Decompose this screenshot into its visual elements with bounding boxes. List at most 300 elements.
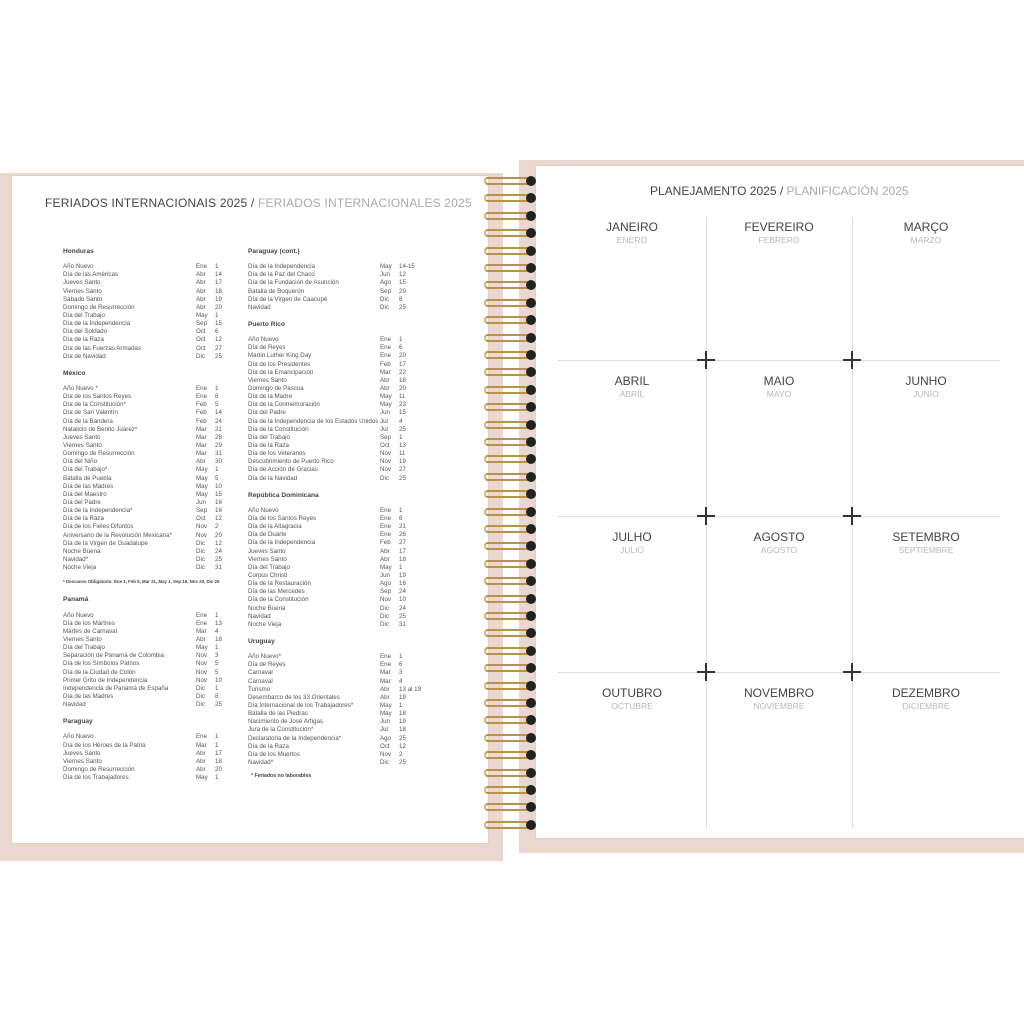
binding-hole	[526, 176, 536, 186]
holiday-row	[63, 750, 235, 758]
holiday-day: 8	[399, 295, 403, 303]
holiday-name: Día de la Constitución	[248, 425, 309, 433]
binding-hole	[526, 367, 536, 377]
holiday-day: 25	[215, 701, 222, 709]
holiday-list	[248, 263, 438, 312]
holiday-row	[63, 353, 235, 361]
holiday-row	[248, 442, 438, 450]
spiral-ring	[480, 592, 536, 606]
holiday-row	[63, 636, 235, 644]
holiday-month: Nov	[196, 531, 208, 539]
holiday-name: Año Nuevo*	[248, 653, 282, 661]
binding-hole	[526, 785, 536, 795]
holiday-month: Dic	[380, 604, 389, 612]
holiday-month: Abr	[196, 458, 206, 466]
holiday-name: Día de los Símbolos Patrios	[63, 660, 140, 668]
holiday-row	[248, 686, 438, 694]
spiral-ring	[480, 505, 536, 519]
holiday-row	[63, 345, 235, 353]
holiday-day: 27	[399, 466, 406, 474]
holiday-day: 24	[399, 588, 406, 596]
holiday-day: 27	[399, 539, 406, 547]
month-cell-fevereiro[interactable]	[709, 220, 849, 245]
holiday-name: Natalicio de Benito Juárez*	[63, 425, 138, 433]
month-cell-novembro[interactable]	[709, 686, 849, 711]
holiday-row	[63, 766, 235, 774]
spiral-ring	[480, 679, 536, 693]
holiday-row	[63, 442, 235, 450]
holiday-name: Martin Luther King Day	[248, 352, 312, 360]
holiday-day: 19	[399, 571, 406, 579]
holiday-month: Ene	[196, 619, 208, 627]
holiday-month: Mar	[196, 433, 207, 441]
holiday-month: Ene	[196, 385, 208, 392]
holiday-month: Oct	[380, 441, 390, 449]
holiday-month: Oct	[196, 328, 206, 336]
holiday-month: Nov	[196, 652, 208, 660]
holiday-row	[248, 409, 438, 417]
holiday-name: Día del Soldado	[63, 328, 108, 336]
holiday-month: Ago	[380, 580, 392, 588]
holiday-name: Día de las Fuerzas Armadas	[63, 344, 142, 352]
holiday-day: 20	[399, 352, 406, 360]
holiday-month: Ene	[380, 531, 392, 539]
holiday-name: Día de Navidad	[63, 352, 106, 360]
holiday-name: Día de los Mártires	[63, 619, 115, 627]
holiday-list	[63, 385, 235, 572]
holiday-name: Domingo de Resurrección	[63, 450, 135, 458]
month-cell-abril[interactable]	[562, 374, 702, 399]
month-cell-janeiro[interactable]	[562, 220, 702, 245]
holiday-day: 1	[215, 774, 219, 782]
holiday-name: Martes de Carnaval	[63, 627, 117, 635]
holiday-list	[248, 507, 438, 629]
holiday-day: 1	[399, 336, 403, 344]
binding-hole	[526, 646, 536, 656]
binding-hole	[526, 541, 536, 551]
spiral-ring	[480, 539, 536, 553]
holiday-day: 25	[399, 303, 406, 311]
holiday-name: Día de las Américas	[63, 271, 119, 279]
holiday-day: 18	[399, 376, 406, 384]
holiday-month: Jun	[196, 498, 206, 506]
holiday-name: Navidad	[248, 612, 271, 620]
holiday-month: Mar	[196, 425, 207, 433]
holiday-name: Viernes Santo	[63, 441, 102, 449]
month-cell-outubro[interactable]	[562, 686, 702, 711]
left-page	[12, 176, 488, 843]
holiday-month: Abr	[196, 757, 206, 765]
holiday-day: 1	[215, 385, 219, 392]
country-heading: Puerto Rico	[248, 321, 286, 328]
holiday-row	[63, 612, 235, 620]
spiral-ring	[480, 661, 536, 675]
holiday-row	[63, 701, 235, 709]
holiday-row	[248, 426, 438, 434]
month-cell-junho[interactable]	[856, 374, 996, 399]
spiral-ring	[480, 383, 536, 397]
holiday-list	[63, 263, 235, 361]
holiday-name: Noche Vieja	[63, 564, 97, 572]
spiral-ring	[480, 174, 536, 188]
binding-hole	[526, 298, 536, 308]
holiday-row	[63, 336, 235, 344]
holiday-day: 15	[399, 279, 406, 287]
holiday-month: Nov	[380, 596, 392, 604]
holiday-name: Noche Vieja	[248, 620, 282, 628]
holiday-name: Día del Maestro	[63, 490, 107, 498]
holiday-day: 19	[215, 295, 222, 303]
holiday-name: Noche Buena	[248, 604, 286, 612]
holiday-row	[248, 653, 438, 661]
holiday-day: 12	[215, 539, 222, 547]
holiday-day: 25	[399, 612, 406, 620]
holiday-day: 21	[215, 425, 222, 433]
holiday-day: 25	[215, 555, 222, 563]
month-name-spanish: JUNIO	[913, 389, 939, 399]
holiday-month: Ene	[196, 611, 208, 619]
holiday-name: Día de la Fundación de Asunción	[248, 279, 339, 287]
holiday-row	[248, 580, 438, 588]
holiday-month: Dic	[380, 758, 389, 766]
spiral-ring	[480, 713, 536, 727]
holiday-month: Oct	[196, 336, 206, 344]
holiday-month: Abr	[196, 635, 206, 643]
month-name-portuguese: OUTUBRO	[602, 686, 662, 700]
holiday-name: Independencia de Panamá de España	[63, 684, 169, 692]
holiday-month: May	[196, 312, 208, 319]
month-cell-julho[interactable]	[562, 530, 702, 555]
holiday-day: 28	[215, 433, 222, 441]
holiday-name: Domingo de Resurrección	[63, 303, 135, 311]
holiday-day: 16	[399, 580, 406, 588]
holiday-month: Jul	[380, 425, 388, 433]
holiday-month: Abr	[380, 547, 390, 555]
holiday-name: Día de la Virgen de Guadalupe	[63, 539, 148, 547]
holiday-month: Mar	[196, 450, 207, 458]
plus-icon	[843, 351, 861, 369]
holiday-row	[63, 774, 235, 782]
month-name-spanish: JULIO	[619, 545, 645, 555]
holiday-row	[63, 669, 235, 677]
holiday-month: Ago	[380, 734, 392, 742]
month-cell-dezembro[interactable]	[856, 686, 996, 711]
holiday-name: Viernes Santo	[63, 757, 102, 765]
binding-hole	[526, 193, 536, 203]
holiday-row	[248, 710, 438, 718]
holiday-day: 20	[215, 531, 222, 539]
holiday-name: Día de la Paz del Chaco	[248, 271, 315, 279]
holiday-day: 1	[215, 741, 219, 749]
holiday-day: 1	[399, 506, 403, 514]
holiday-month: Nov	[380, 450, 392, 458]
holiday-day: 15	[399, 409, 406, 417]
footnote: * Descanso Obligatorio: Ene 1, Feb 5, Mar 21, May 1, Sep 16, Nov 20, Dic 25	[63, 579, 220, 585]
month-name-spanish: FEBRERO	[758, 235, 800, 245]
holiday-day: 19	[399, 693, 406, 701]
month-name-portuguese: DEZEMBRO	[891, 686, 960, 700]
spiral-ring	[480, 365, 536, 379]
holiday-day: 24	[399, 604, 406, 612]
spiral-ring	[480, 557, 536, 571]
spiral-ring	[480, 209, 536, 223]
holiday-name: Día de la Raza	[248, 742, 289, 750]
holiday-month: May	[196, 644, 208, 652]
holiday-day: 20	[215, 765, 222, 773]
holiday-day: 31	[215, 450, 222, 458]
month-name-spanish: MAYO	[766, 389, 792, 399]
holiday-day: 18	[215, 287, 222, 295]
holiday-row	[63, 652, 235, 660]
holiday-day: 18	[215, 757, 222, 765]
holiday-name: Día de los Héroes de la Patria	[63, 741, 146, 749]
spiral-ring	[480, 574, 536, 588]
holiday-day: 1	[215, 684, 219, 692]
holiday-row	[248, 450, 438, 458]
holiday-day: 5	[215, 668, 219, 676]
holiday-day: 29	[399, 287, 406, 295]
month-name-spanish: ENERO	[616, 235, 648, 245]
spiral-ring	[480, 696, 536, 710]
holiday-month: Nov	[196, 668, 208, 676]
holiday-day: 24	[215, 547, 222, 555]
month-name-portuguese: SETEMBRO	[892, 530, 960, 544]
holiday-day: 1	[215, 733, 219, 741]
holiday-month: May	[380, 710, 392, 718]
holiday-name: Declaratoria de la Independencia*	[248, 734, 342, 742]
holiday-row	[63, 466, 235, 474]
holiday-name: Día del Trabajo	[248, 433, 290, 441]
holiday-name: Día del Padre	[248, 409, 286, 417]
holiday-name: Día de la Emancipación	[248, 368, 314, 376]
holiday-day: 25	[399, 474, 406, 482]
holiday-month: Mar	[380, 677, 391, 685]
holiday-day: 4	[399, 417, 403, 425]
left-page-title	[45, 196, 472, 210]
holiday-name: Día de los Santos Reyes	[248, 514, 317, 522]
country-heading: Panamá	[63, 596, 89, 604]
holiday-row	[63, 507, 235, 515]
holiday-name: Jueves Santo	[63, 433, 101, 441]
spiral-ring	[480, 818, 536, 832]
holiday-row	[248, 726, 438, 734]
spiral-ring	[480, 418, 536, 432]
holiday-day: 23	[399, 401, 406, 409]
holiday-name: Viernes Santo	[248, 376, 287, 384]
holiday-month: Dic	[196, 701, 205, 709]
holiday-name: Batalla de las Piedras	[248, 710, 308, 718]
holiday-month: Abr	[380, 376, 390, 384]
country-heading: Paraguay	[63, 718, 93, 726]
holiday-row	[63, 644, 235, 652]
holiday-row	[248, 271, 438, 279]
plus-icon	[843, 663, 861, 681]
holiday-day: 20	[399, 385, 406, 392]
holiday-name: Carnaval	[248, 669, 273, 677]
spiral-ring	[480, 522, 536, 536]
holiday-row	[248, 735, 438, 743]
binding-hole	[526, 228, 536, 238]
month-name-spanish: DICIEMBRE	[902, 701, 950, 711]
holiday-row	[63, 499, 235, 507]
holiday-day: 14	[215, 409, 222, 417]
binding-hole	[526, 750, 536, 760]
holiday-day: 10	[215, 482, 222, 490]
month-name-portuguese: MAIO	[763, 374, 795, 388]
holiday-name: Viernes Santo	[63, 287, 102, 295]
holiday-row	[63, 491, 235, 499]
holiday-row	[63, 758, 235, 766]
holiday-name: Batalla de Puebla	[63, 474, 112, 482]
holiday-month: Ene	[380, 344, 392, 352]
binding-hole	[526, 333, 536, 343]
holiday-month: Oct	[196, 344, 206, 352]
holiday-row	[63, 556, 235, 564]
holiday-month: Ene	[380, 506, 392, 514]
month-cell-maio[interactable]	[709, 374, 849, 399]
holiday-row	[63, 434, 235, 442]
holiday-row	[63, 320, 235, 328]
holidays-column-2	[248, 248, 438, 780]
holiday-row	[248, 288, 438, 296]
holiday-month: Abr	[196, 287, 206, 295]
holiday-row	[63, 693, 235, 701]
holiday-day: 18	[215, 635, 222, 643]
month-cell-agosto[interactable]	[709, 530, 849, 555]
holiday-name: Día de la Conmemoración	[248, 401, 320, 409]
holiday-name: Noche Buena	[63, 547, 101, 555]
holiday-row	[63, 304, 235, 312]
holiday-month: Jul	[380, 726, 388, 734]
holiday-day: 1	[215, 312, 219, 319]
holiday-day: 25	[399, 734, 406, 742]
holiday-row	[248, 564, 438, 572]
holiday-row	[63, 328, 235, 336]
holiday-name: Día de la Raza	[63, 515, 104, 523]
holiday-name: Desembarco de los 33 Orientales	[248, 693, 340, 701]
holiday-day: 13	[215, 619, 222, 627]
grid-divider-horizontal	[558, 672, 1000, 673]
holiday-month: Jun	[380, 271, 390, 279]
holiday-name: Jueves Santo	[63, 279, 101, 287]
holiday-month: Ene	[196, 263, 208, 271]
title-portuguese: PLANEJAMENTO 2025	[650, 184, 777, 198]
binding-hole	[526, 263, 536, 273]
holiday-row	[248, 556, 438, 564]
holiday-day: 12	[399, 271, 406, 279]
holiday-month: Dic	[196, 352, 205, 360]
holiday-day: 2	[399, 750, 403, 758]
holiday-row	[248, 515, 438, 523]
title-spanish: FERIADOS INTERNACIONALES 2025	[257, 196, 472, 210]
holiday-day: 15	[215, 490, 222, 498]
holiday-month: Nov	[380, 458, 392, 466]
holiday-day: 11	[399, 450, 406, 458]
holiday-row	[248, 393, 438, 401]
holiday-row	[248, 385, 438, 393]
holiday-name: Día de los Trabajadores	[63, 774, 129, 782]
holiday-day: 8	[215, 692, 219, 700]
binding-hole	[526, 246, 536, 256]
holiday-row	[248, 702, 438, 710]
holiday-month: Mar	[380, 669, 391, 677]
month-name-portuguese: JULHO	[612, 530, 652, 544]
holiday-row	[248, 418, 438, 426]
spiral-ring	[480, 487, 536, 501]
spiral-ring	[480, 731, 536, 745]
holiday-row	[248, 296, 438, 304]
holiday-row	[248, 466, 438, 474]
holiday-name: Jura de la Constitución*	[248, 726, 314, 734]
holiday-day: 6	[399, 514, 403, 522]
holiday-row	[63, 523, 235, 531]
holiday-name: Turismo	[248, 685, 271, 693]
holiday-name: Día de la Navidad	[248, 474, 298, 482]
holiday-month: Dic	[380, 295, 389, 303]
holiday-name: Día del Padre	[63, 498, 101, 506]
binding-hole	[526, 524, 536, 534]
holiday-name: Año Nuevo	[63, 263, 94, 271]
holiday-month: Abr	[196, 749, 206, 757]
holiday-month: May	[380, 401, 392, 409]
holidays-column-1	[63, 248, 235, 791]
holiday-name: Día de la Independencia	[63, 320, 131, 328]
holiday-name: Día de Reyes	[248, 661, 286, 669]
holiday-row	[63, 288, 235, 296]
holiday-month: Ene	[380, 336, 392, 344]
holiday-name: Día de la Restauración	[248, 580, 311, 588]
binding-hole	[526, 350, 536, 360]
holiday-row	[63, 540, 235, 548]
holiday-row	[63, 393, 235, 401]
holiday-name: Día de San Valentín	[63, 409, 118, 417]
right-page	[536, 166, 1024, 838]
binding-hole	[526, 507, 536, 517]
holiday-month: Mar	[196, 741, 207, 749]
holiday-month: May	[196, 466, 208, 474]
holiday-month: May	[196, 774, 208, 782]
holiday-name: Día de la Virgen de Caacupé	[248, 295, 328, 303]
holiday-day: 14-15	[399, 263, 415, 271]
holiday-name: Navidad*	[248, 758, 274, 766]
holiday-row	[63, 385, 235, 393]
holiday-day: 6	[215, 328, 219, 336]
holiday-row	[248, 539, 438, 547]
binding-hole	[526, 611, 536, 621]
holiday-name: Día del Trabajo*	[63, 466, 108, 474]
holiday-name: Día de las Madres	[63, 482, 114, 490]
holiday-row	[63, 628, 235, 636]
spiral-ring	[480, 348, 536, 362]
holiday-name: Día de la Independencia*	[63, 507, 133, 515]
holiday-name: Día del Trabajo	[63, 312, 105, 319]
holiday-day: 17	[399, 547, 406, 555]
month-cell-março[interactable]	[856, 220, 996, 245]
holiday-row	[248, 669, 438, 677]
month-cell-setembro[interactable]	[856, 530, 996, 555]
holiday-month: Oct	[380, 742, 390, 750]
holiday-name: Día del Niño	[63, 458, 98, 466]
holiday-month: May	[380, 701, 392, 709]
holiday-day: 3	[215, 652, 219, 660]
holiday-day: 5	[215, 660, 219, 668]
binding-hole	[526, 576, 536, 586]
holiday-row	[63, 279, 235, 287]
holiday-month: Mar	[196, 441, 207, 449]
holiday-row	[248, 458, 438, 466]
holiday-row	[63, 620, 235, 628]
holiday-day: 13 al 19	[399, 685, 422, 693]
